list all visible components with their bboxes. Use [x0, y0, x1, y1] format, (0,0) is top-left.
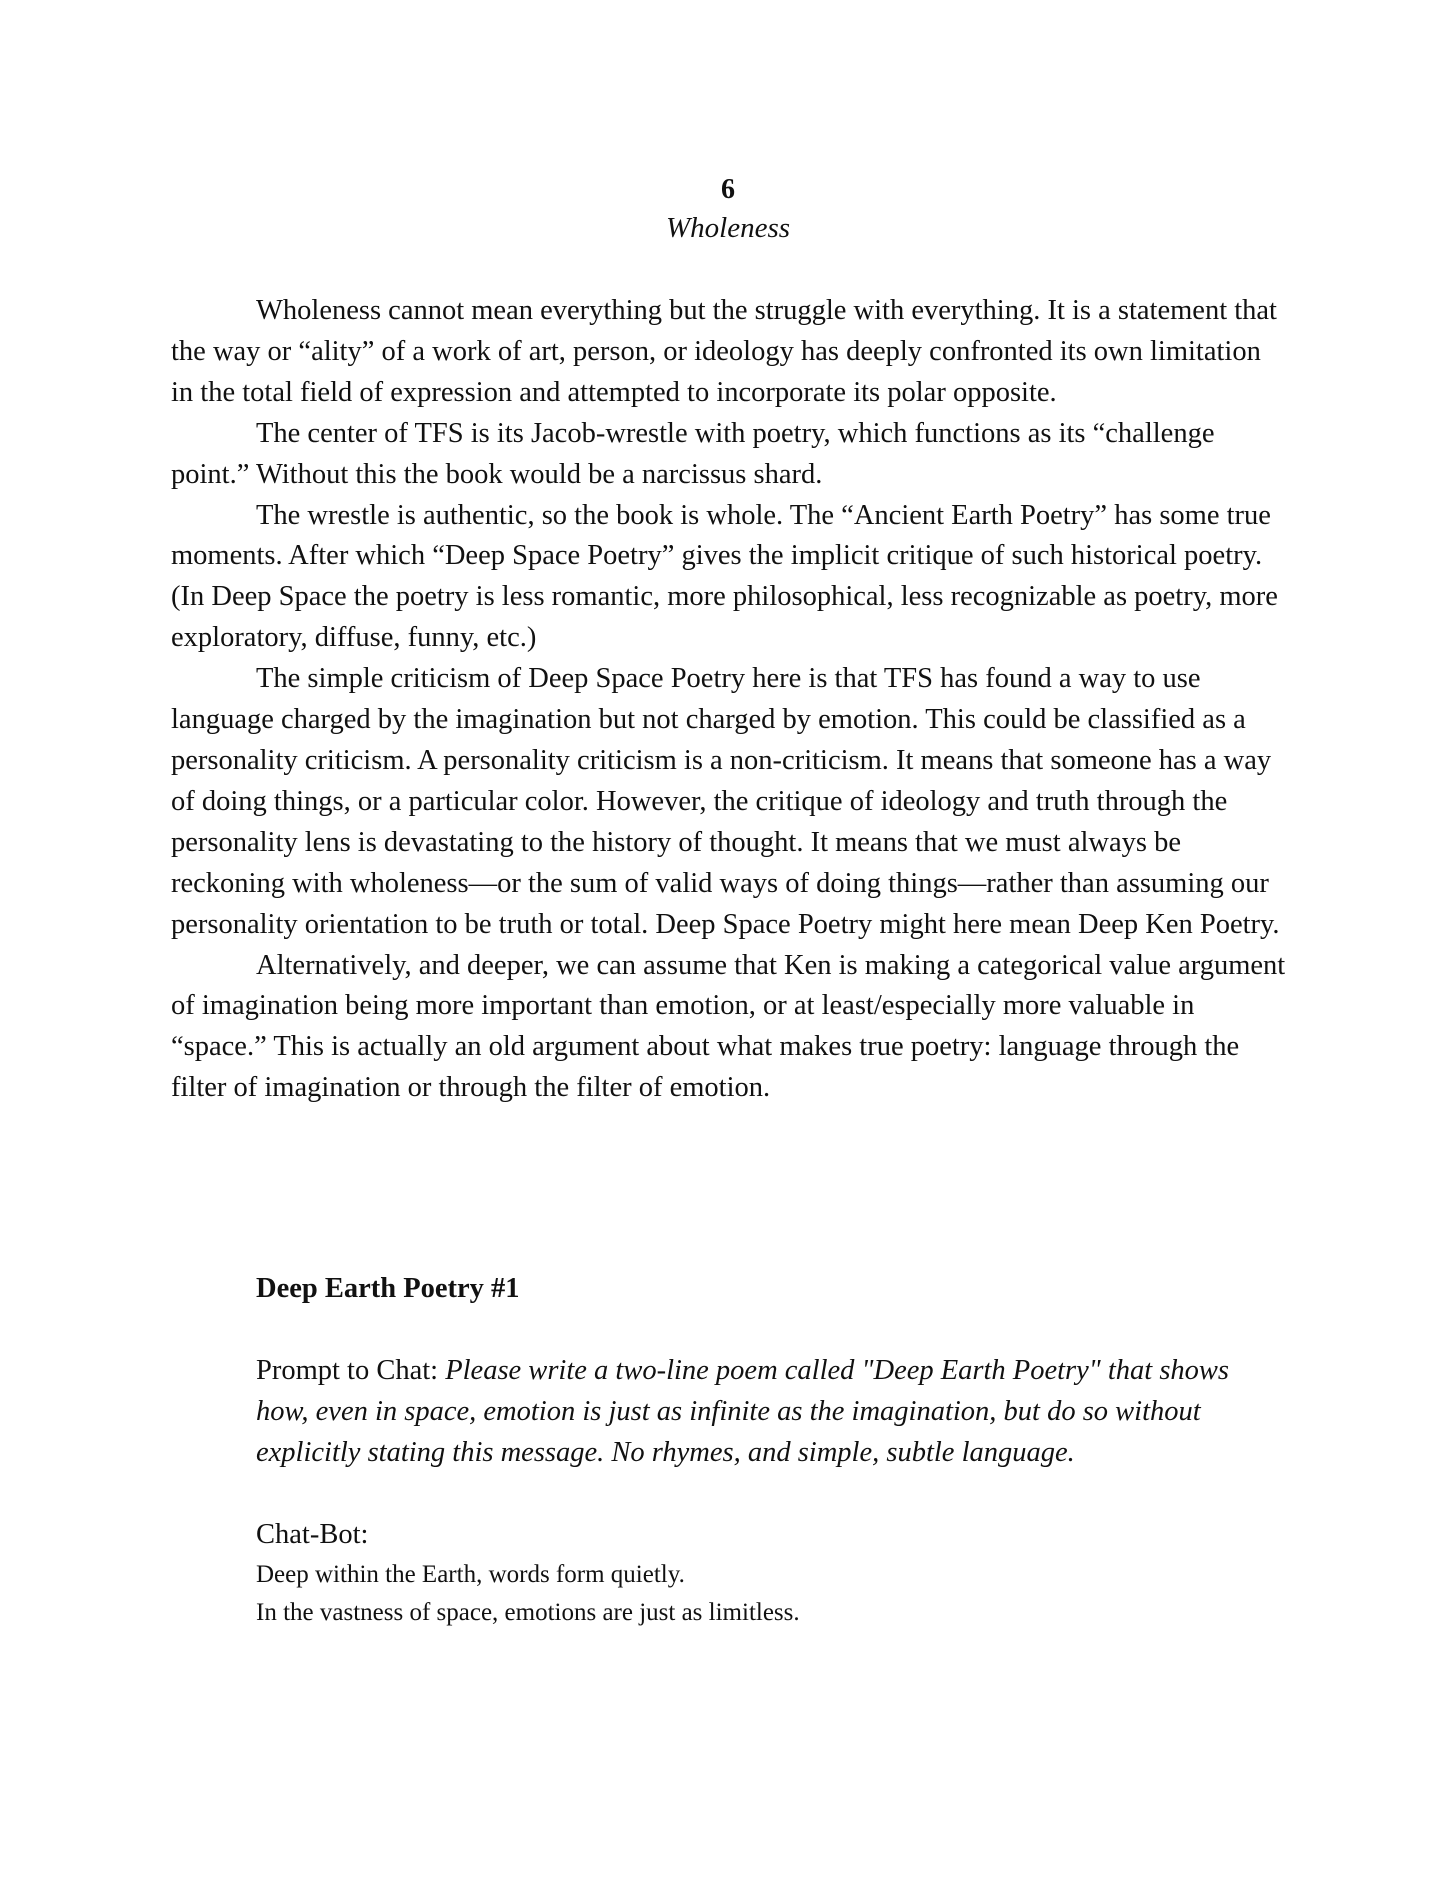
- chat-bot-label: Chat-Bot:: [256, 1519, 369, 1550]
- section-heading: Deep Earth Poetry #1: [256, 1273, 520, 1304]
- prompt-label: Prompt to Chat:: [256, 1355, 446, 1386]
- essay-body: [171, 291, 1286, 1109]
- poem-line-1: Deep within the Earth, words form quietly.: [256, 1561, 685, 1588]
- prompt-text: Please write a two-line poem called "Deep Earth Poetry" that shows how, even in space, emotion is just as infinite as the imagination, but do so without explicitly stating this message. No rhymes, and simple, subtle language.: [256, 1355, 1230, 1468]
- chat-bot-poem: [256, 1556, 800, 1632]
- paragraph-1: Wholeness cannot mean everything but the struggle with everything. It is a statement that the way or “ality” of a work of art, person, or ideology has deeply confronted its own limitation in the total field of expression and attempted to incorporate its polar opposite.: [171, 295, 1277, 408]
- paragraph-3: The wrestle is authentic, so the book is whole. The “Ancient Earth Poetry” has some true moments. After which “Deep Space Poetry” gives the implicit critique of such historical poetry. (In Deep Space the poetry is less romantic, more philosophical, less recognizable as poetry, more exploratory, diffuse, funny, etc.): [171, 499, 1278, 654]
- poem-line-2: In the vastness of space, emotions are just as limitless.: [256, 1599, 800, 1626]
- chapter-title: Wholeness: [665, 212, 791, 244]
- paragraph-4: The simple criticism of Deep Space Poetry here is that TFS has found a way to use language charged by the imagination but not charged by emotion. This could be classified as a personality criticism. A personality criticism is a non-criticism. It means that someone has a way of doing things, or a particular color. However, the critique of ideology and truth through the personality lens is devastating to the history of thought. It means that we must always be reckoning with wholeness—or the sum of valid ways of doing things—rather than assuming our personality orientation to be truth or total. Deep Space Poetry might here mean Deep Ken Poetry.: [171, 663, 1280, 940]
- paragraph-5: Alternatively, and deeper, we can assume that Ken is making a categorical value argument of imagination being more important than emotion, or at least/especially more valuable in “space.” This is actually an old argument about what makes true poetry: language through the filter of imagination or through the filter of emotion.: [171, 949, 1286, 1104]
- chapter-number: 6: [721, 174, 735, 205]
- paragraph-2: The center of TFS is its Jacob-wrestle with poetry, which functions as its “challenge point.” Without this the book would be a narcissus shard.: [171, 417, 1215, 490]
- chat-prompt: [256, 1351, 1286, 1473]
